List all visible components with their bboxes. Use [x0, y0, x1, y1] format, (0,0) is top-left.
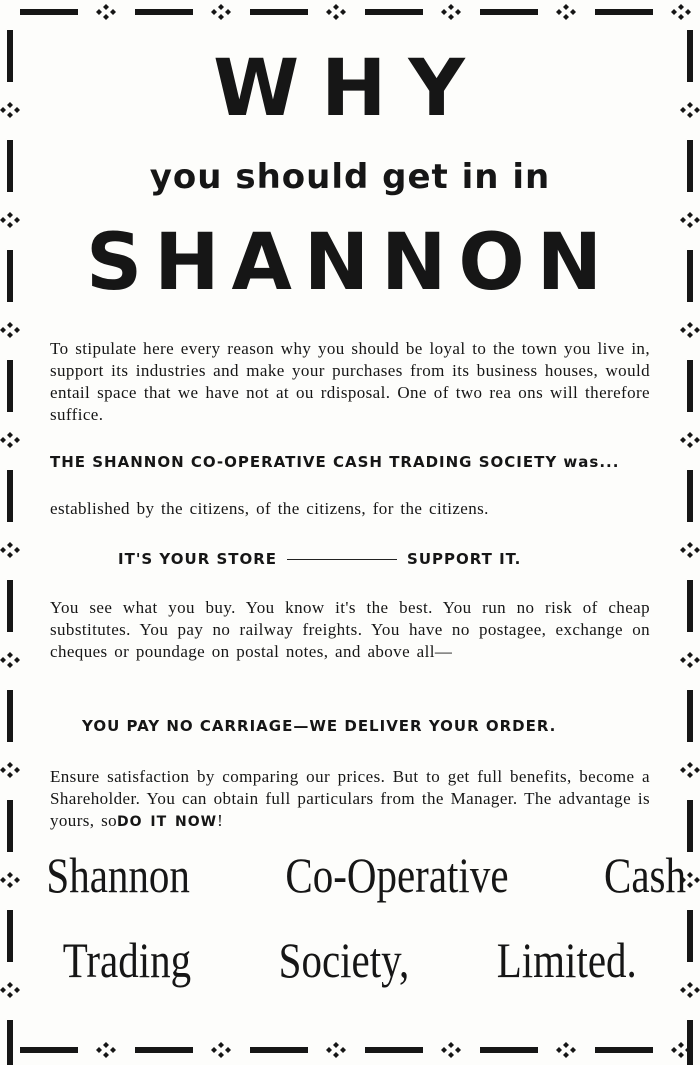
border-dash — [7, 470, 13, 522]
border-diamond-cluster — [0, 432, 20, 448]
border-diamond-cluster — [0, 652, 20, 668]
border-dash — [365, 1047, 423, 1053]
border-dash — [7, 30, 13, 82]
border-dash — [687, 910, 693, 962]
border-diamond-cluster — [680, 432, 700, 448]
border-dash — [250, 9, 308, 15]
border-diamond-cluster — [0, 982, 20, 998]
border-dash — [7, 1020, 13, 1065]
society-line — [50, 452, 619, 472]
border-dash — [687, 470, 693, 522]
border-dash — [687, 250, 693, 302]
border-diamond-cluster — [0, 762, 20, 778]
border-dash — [595, 1047, 653, 1053]
border-dash — [365, 9, 423, 15]
border-diamond-cluster — [211, 4, 231, 20]
border-dash — [7, 580, 13, 632]
border-dash — [687, 800, 693, 852]
border-diamond-cluster — [441, 4, 461, 20]
border-diamond-cluster — [680, 102, 700, 118]
border-diamond-cluster — [680, 982, 700, 998]
border-dash — [687, 1020, 693, 1065]
border-diamond-cluster — [96, 1042, 116, 1058]
intro-paragraph: To stipulate here every reason why you should be loyal to the town you live in, support its industries and make your purchases from its business houses, would entail space that we have not at ou rdisposal. One of two rea ons will therefore suffice. — [50, 339, 650, 424]
border-dash — [687, 690, 693, 742]
border-dash — [687, 580, 693, 632]
border-dash — [7, 360, 13, 412]
border-dash — [480, 9, 538, 15]
border-diamond-cluster — [326, 1042, 346, 1058]
border-dash — [595, 9, 653, 15]
border-diamond-cluster — [211, 1042, 231, 1058]
signature-word: Co-Operative — [285, 847, 509, 903]
border-diamond-cluster — [326, 4, 346, 20]
border-diamond-cluster — [0, 872, 20, 888]
border-diamond-cluster — [0, 322, 20, 338]
border-dash — [687, 360, 693, 412]
border-dash — [7, 140, 13, 192]
border-dash — [250, 1047, 308, 1053]
established-line: established by the citizens, of the citizens, for the citizens. — [50, 499, 489, 518]
border-dash — [480, 1047, 538, 1053]
headline-shannon: SHANNON — [86, 218, 614, 308]
border-diamond-cluster — [680, 762, 700, 778]
signature-word: Society, — [278, 932, 410, 988]
border-diamond-cluster — [556, 4, 576, 20]
society-line-trail: ... — [599, 453, 620, 471]
border-diamond-cluster — [680, 212, 700, 228]
border-diamond-cluster — [96, 4, 116, 20]
closing-paragraph-text: Ensure satisfaction by comparing our prices. But to get full benefits, become a Shareholder. You can obtain full particulars from the Manager. The advantage is yours, so — [50, 767, 650, 830]
border-dash — [7, 800, 13, 852]
border-diamond-cluster — [556, 1042, 576, 1058]
signature-word: Cash — [604, 847, 686, 903]
benefits-paragraph: You see what you buy. You know it's the best. You run no risk of cheap substitutes. You pay no railway freights. You have no postagee, exchange on cheques or poundage on postal notes, and above all— — [50, 598, 650, 661]
closing-paragraph-end: ! — [217, 811, 224, 830]
signature-word: Shannon — [46, 847, 190, 903]
border-dash — [687, 30, 693, 82]
do-it-now-emphasis: DO IT NOW — [117, 814, 218, 830]
headline-subhead: you should get in in — [149, 157, 551, 197]
store-line — [118, 549, 521, 569]
carriage-line: YOU PAY NO CARRIAGE—WE DELIVER YOUR ORDER. — [82, 717, 557, 735]
border-diamond-cluster — [680, 652, 700, 668]
border-diamond-cluster — [0, 212, 20, 228]
border-dash — [687, 140, 693, 192]
border-diamond-cluster — [441, 1042, 461, 1058]
border-diamond-cluster — [680, 322, 700, 338]
border-dash — [20, 1047, 78, 1053]
border-dash — [20, 9, 78, 15]
society-line-text: THE SHANNON CO-OPERATIVE CASH TRADING SOCIETY was — [50, 453, 600, 471]
border-dash — [7, 910, 13, 962]
store-line-right: SUPPORT IT. — [407, 550, 522, 568]
border-dash — [135, 1047, 193, 1053]
headline-why: WHY — [213, 44, 487, 134]
store-line-left: IT'S YOUR STORE — [118, 550, 278, 568]
store-line-rule — [287, 559, 397, 560]
border-diamond-cluster — [0, 102, 20, 118]
border-diamond-cluster — [0, 542, 20, 558]
border-dash — [135, 9, 193, 15]
signature-word: Trading — [62, 932, 192, 988]
border-dash — [7, 250, 13, 302]
closing-paragraph — [50, 766, 650, 833]
border-diamond-cluster — [680, 542, 700, 558]
border-dash — [7, 690, 13, 742]
signature-word: Limited. — [496, 932, 637, 988]
border-diamond-cluster — [671, 4, 691, 20]
